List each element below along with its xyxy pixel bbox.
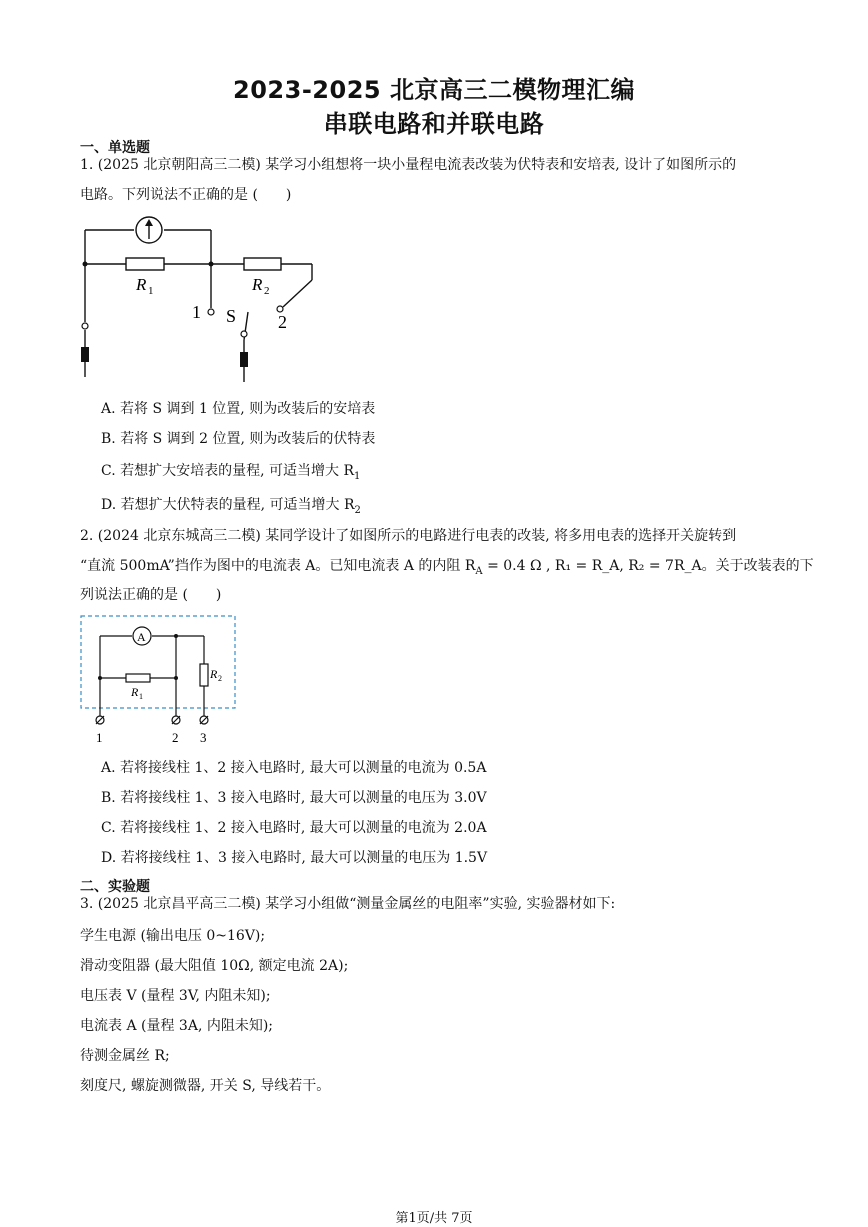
q2-terminal-3: 3 [200,730,207,745]
svg-text:R: R [131,685,139,699]
question-1-option-c: C. 若想扩大安培表的量程, 可适当增大 $R_1$ [101,463,361,482]
question-2-option-d: D. 若将接线柱 1、3 接入电路时, 最大可以测量的电压为 1.5V [101,850,488,866]
q2-meter-label: A [137,630,146,644]
question-3-item: 待测金属丝 R; [80,1048,170,1064]
q1-position-1-label: 1 [192,302,201,322]
question-3-item: 电流表 A (量程 3A, 内阻未知); [80,1018,274,1034]
q1-position-2-label: 2 [278,312,287,332]
svg-text:R: R [210,667,218,681]
q1-r1-label: R [136,275,147,294]
question-3-item: 学生电源 (输出电压 0~16V); [80,928,266,944]
question-2-option-a: A. 若将接线柱 1、2 接入电路时, 最大可以测量的电流为 0.5A [101,760,487,776]
question-2-option-c: C. 若将接线柱 1、2 接入电路时, 最大可以测量的电流为 2.0A [101,820,487,836]
svg-text:1: 1 [139,692,143,701]
question-3-item: 电压表 V (量程 3V, 内阻未知); [80,988,271,1004]
galvanometer-icon [136,217,162,243]
section-heading-single-choice: 一、单选题 [80,140,150,156]
question-1-circuit-diagram [76,212,326,387]
section-heading-experiment: 二、实验题 [80,879,150,895]
q1-switch-label: S [226,306,237,326]
resistor-r2-icon [200,664,208,686]
svg-text:1: 1 [148,285,154,297]
question-2-stem-line1: 2. (2024 北京东城高三二模) 某同学设计了如图所示的电路进行电表的改装, 将多用电表的选择开关旋转到 [80,528,737,544]
question-3-item: 滑动变阻器 (最大阻值 10Ω, 额定电流 2A); [80,958,349,974]
svg-text:2: 2 [264,285,270,297]
page-number: 第1页/共 7页 [395,1211,473,1226]
question-2-stem-line2: “直流 500mA”挡作为图中的电流表 A。已知电流表 A 的内阻 $R_A = 0.4$ Ω , R₁ = R_A, R₂ = 7R_A。关于改装表的下 [80,558,814,577]
q1-r2-label: R [252,275,263,294]
question-1-option-a: A. 若将 S 调到 1 位置, 则为改装后的安培表 [101,401,376,417]
question-2-circuit-diagram [76,612,241,747]
q2-terminal-2: 2 [172,730,179,745]
question-3-item: 刻度尺, 螺旋测微器, 开关 S, 导线若干。 [80,1078,331,1094]
question-1-stem-line1: 1. (2025 北京朝阳高三二模) 某学习小组想将一块小量程电流表改装为伏特表和安培表, 设计了如图所示的 [80,157,737,173]
resistor-r2-icon [244,258,281,270]
resistor-r1-icon [126,258,164,270]
page-subtitle: 串联电路和并联电路 [323,110,545,138]
question-2-option-b: B. 若将接线柱 1、3 接入电路时, 最大可以测量的电压为 3.0V [101,790,487,806]
question-3-stem: 3. (2025 北京昌平高三二模) 某学习小组做“测量金属丝的电阻率”实验, 实验器材如下: [80,896,616,912]
q2-terminal-1: 1 [96,730,103,745]
resistor-r1-icon [126,674,150,682]
svg-text:2: 2 [218,674,222,683]
question-2-stem-line3: 列说法正确的是 ( ) [80,587,222,603]
page-title: 2023-2025 北京高三二模物理汇编 [233,76,635,104]
question-1-option-b: B. 若将 S 调到 2 位置, 则为改装后的伏特表 [101,431,376,447]
question-1-stem-line2: 电路。下列说法不正确的是 ( ) [80,187,292,203]
question-1-option-d: D. 若想扩大伏特表的量程, 可适当增大 $R_2$ [101,497,361,516]
